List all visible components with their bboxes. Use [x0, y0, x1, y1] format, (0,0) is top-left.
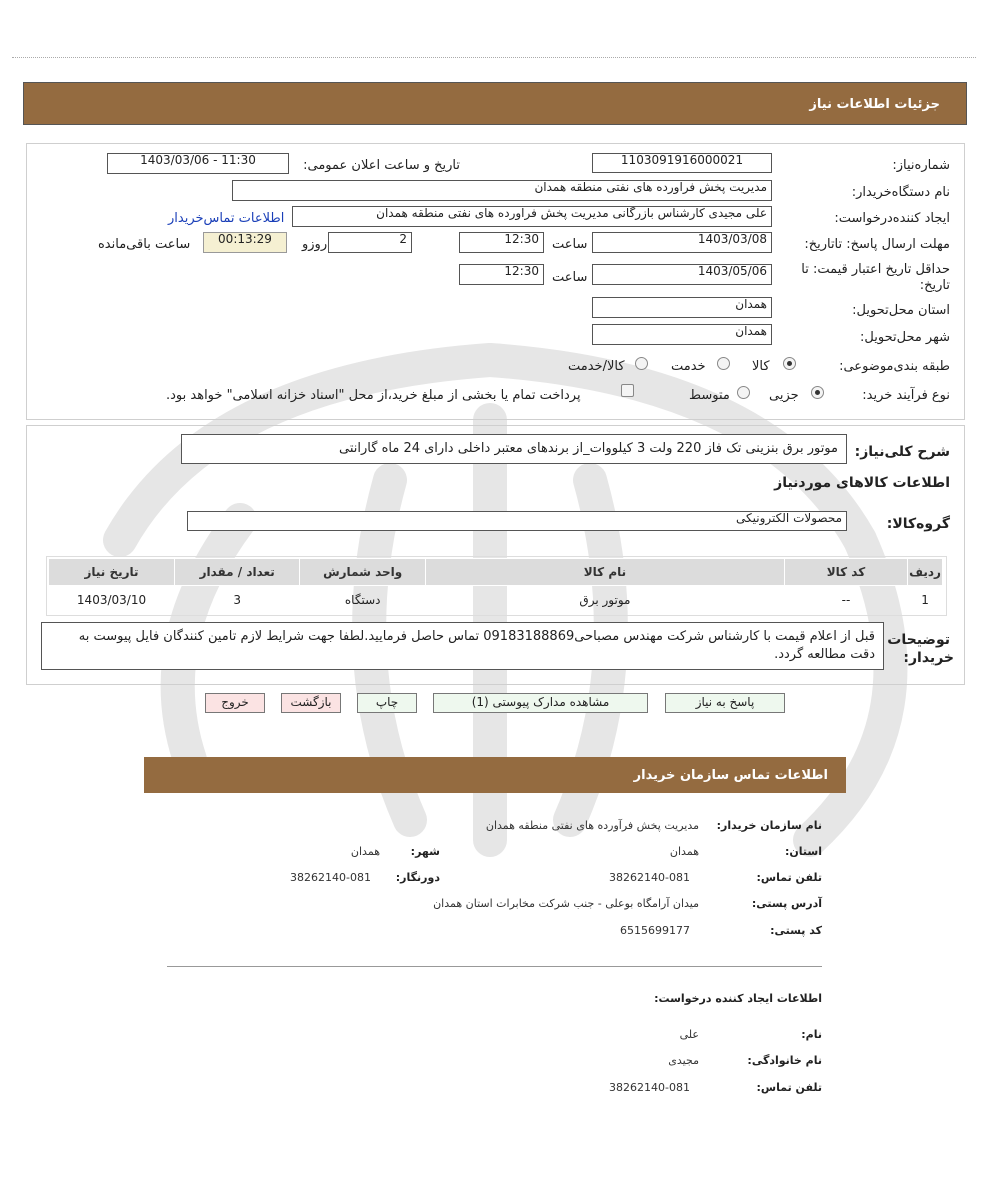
contact-org-label: نام سازمان خریدار:: [716, 819, 822, 832]
contact-address-value: میدان آرامگاه بوعلی - جنب شرکت مخابرات استان همدان: [433, 897, 699, 910]
process-radio-minor[interactable]: [811, 386, 824, 399]
province-label: استان محل‌تحویل:: [852, 303, 950, 318]
cell-code: --: [841, 593, 851, 607]
col-header-row: ردیف: [908, 559, 943, 586]
announce-datetime-field[interactable]: 1403/03/06 - 11:30: [107, 153, 289, 174]
col-header-unit: واحد شمارش: [300, 559, 426, 586]
process-option-minor: جزیی: [769, 388, 799, 403]
deadline-time-field[interactable]: 12:30: [459, 232, 544, 253]
process-label: نوع فرآیند خرید:: [862, 388, 950, 403]
cell-date: 1403/03/10: [76, 593, 147, 607]
need-number-field[interactable]: 1103091916000021: [592, 153, 772, 173]
contact-address-label: آدرس پستی:: [751, 897, 822, 910]
category-option-service: خدمت: [671, 359, 706, 374]
contact-phone-value: 38262140-081: [609, 871, 690, 884]
col-header-date: تاریخ نیاز: [49, 559, 175, 586]
respond-button[interactable]: پاسخ به نیاز: [665, 693, 785, 713]
creator-first-name-label: نام:: [801, 1028, 822, 1041]
category-label: طبقه بندی‌موضوعی:: [839, 359, 950, 374]
days-label: روزو: [302, 237, 328, 252]
page-title: جزئیات اطلاعات نیاز: [809, 97, 940, 112]
validity-label-line1: حداقل تاریخ اعتبار قیمت: تا: [801, 262, 950, 277]
validity-label-line2: تاریخ:: [919, 278, 950, 293]
contact-divider: [167, 966, 822, 967]
validity-date-field[interactable]: 1403/05/06: [592, 264, 772, 285]
contact-city-value: همدان: [350, 845, 380, 858]
process-radio-medium[interactable]: [737, 386, 750, 399]
announce-label: تاریخ و ساعت اعلان عمومی:: [303, 158, 460, 173]
creator-first-name-value: علی: [679, 1028, 699, 1041]
category-option-goods-service: کالا/خدمت: [568, 359, 625, 374]
remaining-time-field: 00:13:29: [203, 232, 287, 253]
need-number-label: شماره‌نیاز:: [892, 158, 950, 173]
col-header-code: کد کالا: [784, 559, 907, 586]
cell-row: 1: [921, 593, 929, 607]
days-field[interactable]: 2: [328, 232, 412, 253]
deadline-date-field[interactable]: 1403/03/08: [592, 232, 772, 253]
deadline-label: مهلت ارسال پاسخ: تاتاریخ:: [804, 237, 950, 252]
table-row: [49, 586, 943, 615]
validity-time-label: ساعت: [552, 270, 588, 285]
city-field[interactable]: همدان: [592, 324, 772, 345]
buyer-notes-label-line1: توضیحات: [887, 632, 950, 648]
city-label: شهر محل‌تحویل:: [860, 330, 950, 345]
process-option-medium: متوسط: [689, 388, 730, 403]
validity-time-field[interactable]: 12:30: [459, 264, 544, 285]
buyer-notes-label-line2: خریدار:: [903, 650, 954, 666]
buyer-org-label: نام دستگاه‌خریدار:: [851, 185, 950, 200]
goods-table: [48, 558, 943, 614]
attachments-button[interactable]: مشاهده مدارک پیوستی (1): [433, 693, 648, 713]
creator-phone-label: تلفن تماس:: [756, 1081, 822, 1094]
deadline-time-label: ساعت: [552, 237, 588, 252]
back-button[interactable]: بازگشت: [281, 693, 341, 713]
treasury-payment-checkbox[interactable]: [621, 384, 634, 397]
goods-info-title: اطلاعات کالاهای مورد‌نیاز: [774, 475, 950, 491]
creator-last-name-value: مجیدی: [668, 1054, 699, 1067]
creator-field[interactable]: علی مجیدی کارشناس بازرگانی مدیریت پخش فراورده های نفتی منطقه همدان: [292, 206, 772, 227]
cell-unit: دستگاه: [344, 593, 381, 607]
exit-button[interactable]: خروج: [205, 693, 265, 713]
col-header-quantity: تعداد / مقدار: [175, 559, 300, 586]
col-header-name: نام کالا: [425, 559, 784, 586]
goods-group-label: گروه‌کالا:: [886, 516, 950, 532]
summary-label: شرح کلی‌نیاز:: [854, 444, 950, 460]
contact-fax-value: 38262140-081: [290, 871, 371, 884]
buyer-org-field[interactable]: مدیریت پخش فراورده های نفتی منطقه همدان: [232, 180, 772, 201]
contact-phone-label: تلفن تماس:: [756, 871, 822, 884]
contact-header: [144, 757, 846, 793]
category-radio-goods-service[interactable]: [635, 357, 648, 370]
contact-province-label: استان:: [785, 845, 822, 858]
category-radio-service[interactable]: [717, 357, 730, 370]
contact-fax-label: دورنگار:: [395, 871, 440, 884]
summary-field[interactable]: موتور برق بنزینی تک فاز 220 ولت 3 کیلووات_از برندهای معتبر داخلی دارای 24 ماه گارانتی: [181, 434, 847, 464]
page-header: [23, 82, 967, 125]
remaining-time-label: ساعت باقی‌مانده: [98, 237, 191, 252]
category-radio-goods[interactable]: [783, 357, 796, 370]
contact-org-value: مدیریت پخش فرآورده های نفتی منطقه همدان: [485, 819, 699, 832]
cell-name: موتور برق: [579, 593, 631, 607]
creator-phone-value: 38262140-081: [609, 1081, 690, 1094]
contact-title: اطلاعات تماس سازمان خریدار: [633, 768, 828, 783]
creator-last-name-label: نام خانوادگی:: [747, 1054, 822, 1067]
province-field[interactable]: همدان: [592, 297, 772, 318]
contact-province-value: همدان: [669, 845, 699, 858]
creator-info-title: اطلاعات ایجاد کننده درخواست:: [654, 992, 822, 1005]
contact-postal-label: کد پستی:: [770, 924, 822, 937]
treasury-payment-note: پرداخت تمام یا بخشی از مبلغ خرید،از محل "اسناد خزانه اسلامی" خواهد بود.: [166, 388, 581, 403]
cell-quantity: 3: [233, 593, 242, 607]
top-divider: [12, 57, 976, 58]
contact-city-label: شهر:: [410, 845, 440, 858]
category-option-goods: کالا: [752, 359, 770, 374]
contact-postal-value: 6515699177: [620, 924, 690, 937]
print-button[interactable]: چاپ: [357, 693, 417, 713]
goods-group-field[interactable]: محصولات الکترونیکی: [187, 511, 847, 531]
creator-label: ایجاد کننده‌درخواست:: [834, 211, 950, 226]
buyer-notes-field[interactable]: قبل از اعلام قیمت با کارشناس شرکت مهندس مصباحی09183188869 تماس حاصل فرمایید.لطفا جهت شرایط لازم تامین کنندگان فایل پیوست به دقت مطالعه گردد.: [41, 622, 884, 670]
buyer-contact-link[interactable]: اطلاعات تماس‌خریدار: [168, 211, 285, 226]
